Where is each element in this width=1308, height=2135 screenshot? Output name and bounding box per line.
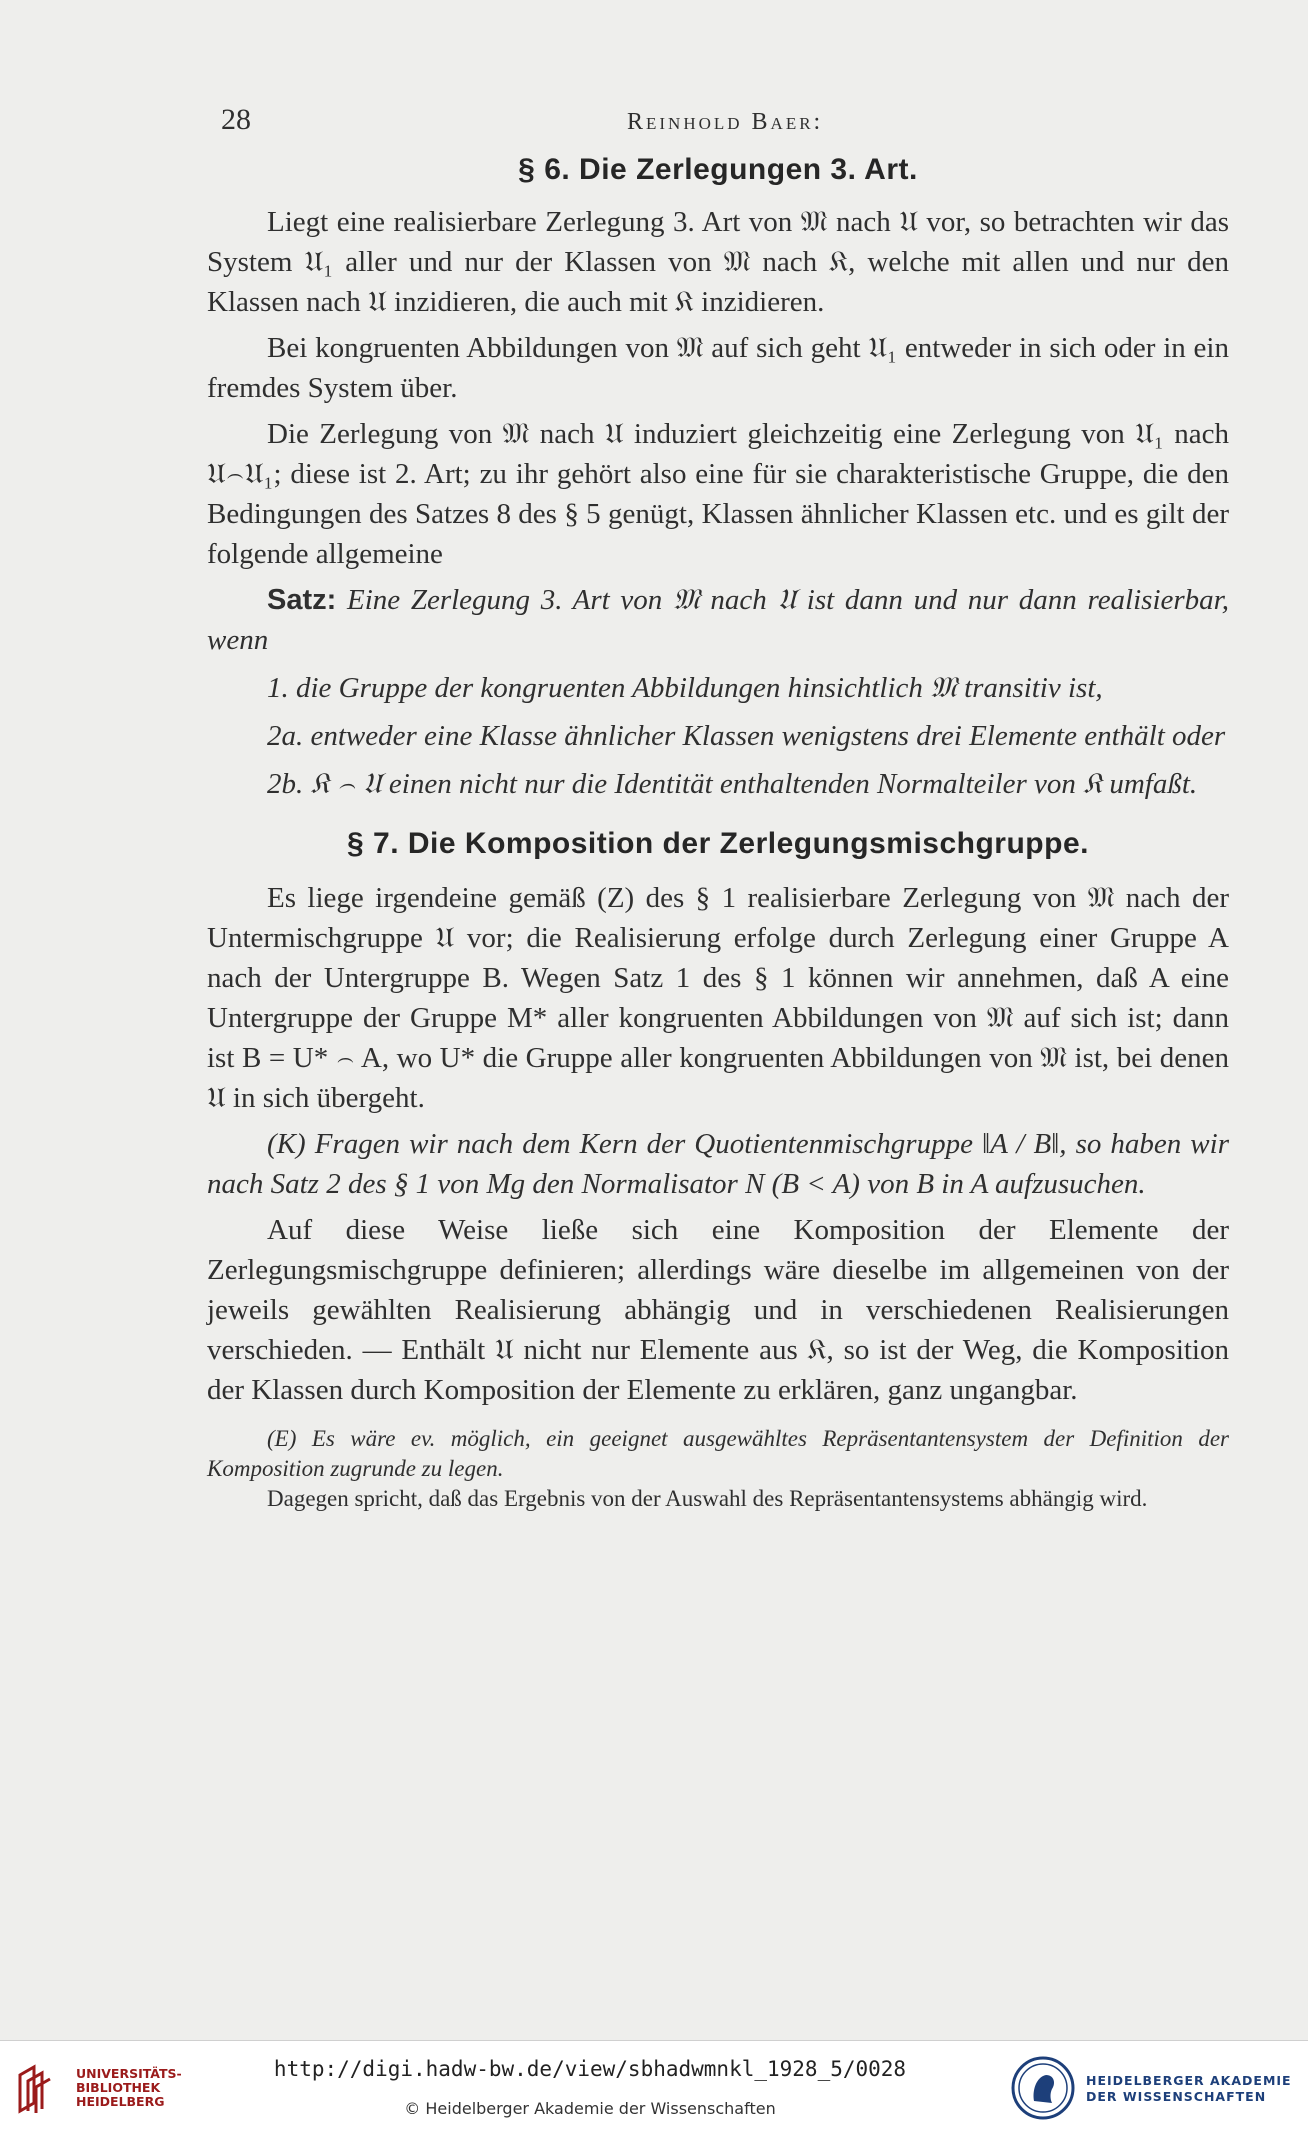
- university-library-logo[interactable]: [14, 2057, 182, 2117]
- footnote-1: (E) Es wäre ev. möglich, ein geeignet ausgewähltes Repräsentantensystem der Definition der Komposition zugrunde zu legen.: [207, 1426, 1229, 1481]
- permalink-url[interactable]: http://digi.hadw-bw.de/view/sbhadwmnkl_1928_5/0028: [273, 2057, 907, 2081]
- academy-line-2: DER WISSENSCHAFTEN: [1086, 2089, 1267, 2104]
- ub-line-3: HEIDELBERG: [76, 2094, 165, 2109]
- academy-line-1: HEIDELBERGER AKADEMIE: [1086, 2073, 1292, 2088]
- footnote-block: [207, 1424, 1229, 1514]
- academy-logo-text: [1086, 2073, 1292, 2105]
- theorem-condition-2a: 2a. entweder eine Klasse ähnlicher Klassen wenigstens drei Elemente enthält oder: [267, 720, 1226, 752]
- theorem: [207, 580, 1229, 660]
- theorem-condition-1: 1. die Gruppe der kongruenten Abbildungen hinsichtlich 𝔐 transitiv ist,: [267, 672, 1103, 704]
- ub-logo-icon: [14, 2061, 70, 2117]
- ub-line-2: BIBLIOTHEK: [76, 2080, 161, 2095]
- theorem-condition-2b: 2b. 𝔎 ⌢ 𝔘 einen nicht nur die Identität enthaltenden Normalteiler von 𝔎 umfaßt.: [267, 768, 1198, 800]
- section-6-paragraph-2: Bei kongruenten Abbildungen von 𝔐 auf sich geht 𝔘₁ entweder in sich oder in ein fremdes System über.: [207, 332, 1229, 404]
- viewer-footer: [0, 2040, 1308, 2135]
- academy-logo[interactable]: [1010, 2055, 1300, 2121]
- ub-line-1: UNIVERSITÄTS-: [76, 2066, 182, 2081]
- section-7-paragraph-3: Auf diese Weise ließe sich eine Komposition der Elemente der Zerlegungsmischgruppe definieren; allerdings wäre dieselbe im allgemeinen von der jeweils gewählten Realisierung abhängig und in verschiedenen Realisierungen verschieden. — Enthält 𝔘 nicht nur Elemente aus 𝔎, so ist der Weg, die Komposition der Klassen durch Komposition der Elemente zu erklären, ganz ungangbar.: [207, 1214, 1229, 1406]
- section-7-heading: § 7. Die Komposition der Zerlegungsmischgruppe.: [347, 827, 1089, 860]
- ub-logo-text: [76, 2067, 182, 2109]
- page-number: 28: [221, 103, 251, 136]
- copyright-notice: © Heidelberger Akademie der Wissenschaften: [404, 2099, 776, 2118]
- academy-seal-icon: [1010, 2055, 1076, 2121]
- running-head-author: Reinhold Baer:: [627, 109, 824, 135]
- footnote-2: Dagegen spricht, daß das Ergebnis von der Auswahl des Repräsentantensystems abhängig wird.: [267, 1486, 1148, 1511]
- section-6-paragraph-3: Die Zerlegung von 𝔐 nach 𝔘 induziert gleichzeitig eine Zerlegung von 𝔘₁ nach 𝔘⌢𝔘₁; diese ist 2. Art; zu ihr gehört also eine für sie charakteristische Gruppe, die den Bedingungen des Satzes 8 des § 5 genügt, Klassen ähnlicher Klassen etc. und es gilt der folgende allgemeine: [207, 418, 1229, 570]
- running-head: [207, 90, 1229, 150]
- section-6-heading: § 6. Die Zerlegungen 3. Art.: [518, 153, 918, 186]
- section-7-paragraph-2: (K) Fragen wir nach dem Kern der Quotientenmischgruppe ‖A / B‖, so haben wir nach Satz 2 des § 1 von Mg den Normalisator N (B < A) von B in A aufzusuchen.: [207, 1128, 1229, 1200]
- section-7-paragraph-1: Es liege irgendeine gemäß (Z) des § 1 realisierbare Zerlegung von 𝔐 nach der Untermischgruppe 𝔘 vor; die Realisierung erfolge durch Zerlegung einer Gruppe A nach der Untergruppe B. Wegen Satz 1 des § 1 können wir annehmen, daß A eine Untergruppe der Gruppe M* aller kongruenten Abbildungen von 𝔐 auf sich ist; dann ist B = U* ⌢ A, wo U* die Gruppe aller kongruenten Abbildungen von 𝔐 ist, bei denen 𝔘 in sich übergeht.: [207, 882, 1229, 1114]
- theorem-text: Eine Zerlegung 3. Art von 𝔐 nach 𝔘 ist dann und nur dann realisierbar, wenn: [207, 584, 1229, 656]
- page-content: [207, 90, 1229, 1514]
- theorem-label: Satz:: [267, 584, 337, 616]
- section-6-paragraph-1: Liegt eine realisierbare Zerlegung 3. Art von 𝔐 nach 𝔘 vor, so betrachten wir das System 𝔘₁ aller und nur der Klassen von 𝔐 nach 𝔎, welche mit allen und nur den Klassen nach 𝔘 inzidieren, die auch mit 𝔎 inzidieren.: [207, 206, 1229, 318]
